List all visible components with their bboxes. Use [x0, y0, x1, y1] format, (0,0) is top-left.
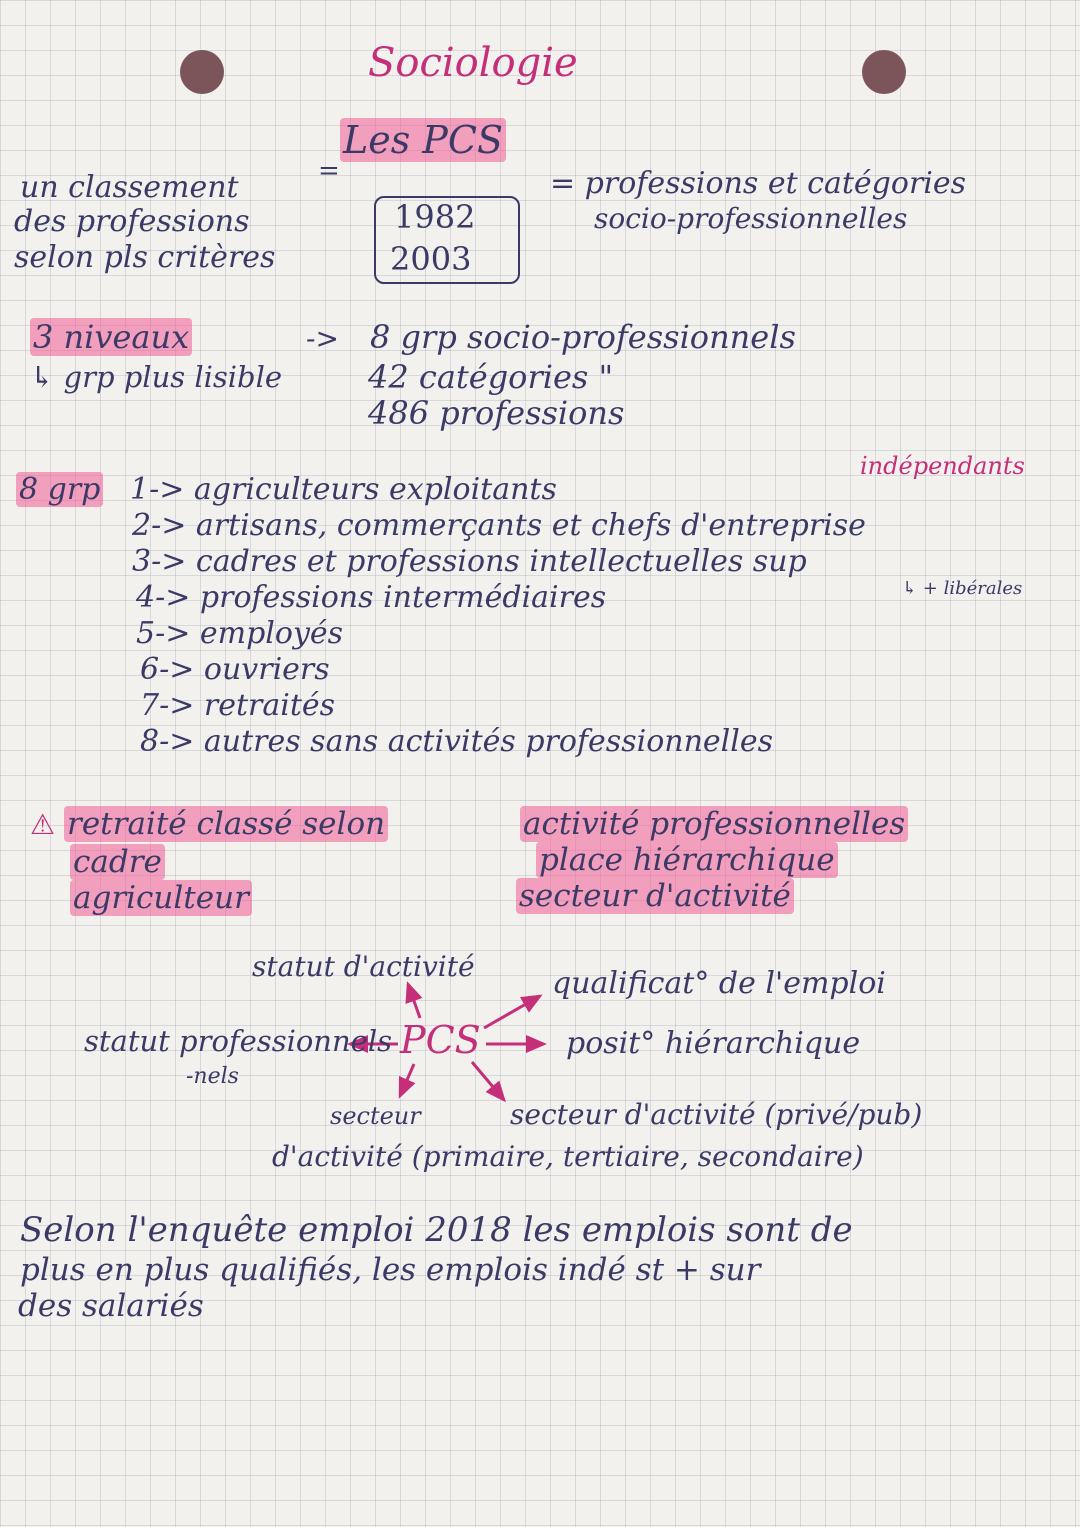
diagram-node-statut-professionnels: statut professionnels — [84, 1024, 392, 1058]
group-item-7: 7-> retraités — [140, 688, 336, 723]
diagram-node-statut-activite: statut d'activité — [252, 950, 475, 983]
warning-right-2: place hiérarchique — [536, 842, 838, 878]
year-2003: 2003 — [390, 240, 472, 278]
warning-left-3: agriculteur — [70, 880, 252, 916]
diagram-node-qualification: qualificat° de l'emploi — [552, 966, 886, 1001]
levels-item-1: 8 grp socio-professionnels — [370, 318, 796, 356]
definition-line-2: des professions — [14, 204, 250, 239]
diagram-node-position: posit° hiérarchique — [566, 1026, 861, 1061]
warning-right-1: activité professionnelles — [520, 806, 908, 842]
conclusion-line-1: Selon l'enquête emploi 2018 les emplois sont de — [20, 1210, 853, 1250]
levels-item-3: 486 professions — [368, 394, 625, 432]
definition-line-3: selon pls critères — [14, 240, 276, 275]
equals-sign: = — [318, 156, 340, 186]
page-subtitle: Les PCS — [340, 118, 506, 162]
acronym-line-1: = professions et catégories — [550, 166, 967, 201]
page-title: Sociologie — [368, 40, 578, 86]
groups-label: 8 grp — [16, 472, 103, 507]
levels-sub: ↳ grp plus lisible — [30, 360, 283, 394]
diagram-node-secteur-prive-pub: secteur d'activité (privé/pub) — [510, 1098, 923, 1131]
levels-item-2: 42 catégories " — [368, 358, 614, 396]
note-liberales: ↳ + libérales — [902, 578, 1023, 599]
levels-arrow: -> — [306, 322, 339, 355]
warning-triangle-icon: ⚠ — [30, 808, 56, 841]
group-item-4: 4-> professions intermédiaires — [136, 580, 607, 615]
note-independants: indépendants — [860, 452, 1025, 480]
levels-label: 3 niveaux — [30, 318, 192, 356]
group-item-8: 8-> autres sans activités professionnelles — [140, 724, 773, 759]
diagram-center: PCS — [400, 1018, 481, 1062]
diagram-node-secteur-2: d'activité (primaire, tertiaire, secondaire) — [272, 1140, 864, 1173]
group-item-5: 5-> employés — [136, 616, 344, 651]
conclusion-line-2: plus en plus qualifiés, les emplois indé st + sur — [20, 1252, 761, 1288]
group-item-1: 1-> agriculteurs exploitants — [130, 472, 557, 507]
group-item-2: 2-> artisans, commerçants et chefs d'entreprise — [132, 508, 866, 543]
warning-left-2: cadre — [70, 844, 165, 880]
diagram-node-secteur-1: secteur — [330, 1102, 421, 1130]
year-1982: 1982 — [394, 198, 476, 236]
conclusion-line-3: des salariés — [18, 1288, 204, 1324]
warning-left-1: retraité classé selon — [64, 806, 388, 842]
acronym-line-2: socio-professionnelles — [594, 202, 908, 235]
group-item-6: 6-> ouvriers — [140, 652, 330, 687]
warning-right-3: secteur d'activité — [516, 878, 794, 914]
group-item-3: 3-> cadres et professions intellectuelles sup — [132, 544, 807, 579]
diagram-node-nels: -nels — [186, 1064, 239, 1089]
definition-line-1: un classement — [20, 170, 239, 205]
